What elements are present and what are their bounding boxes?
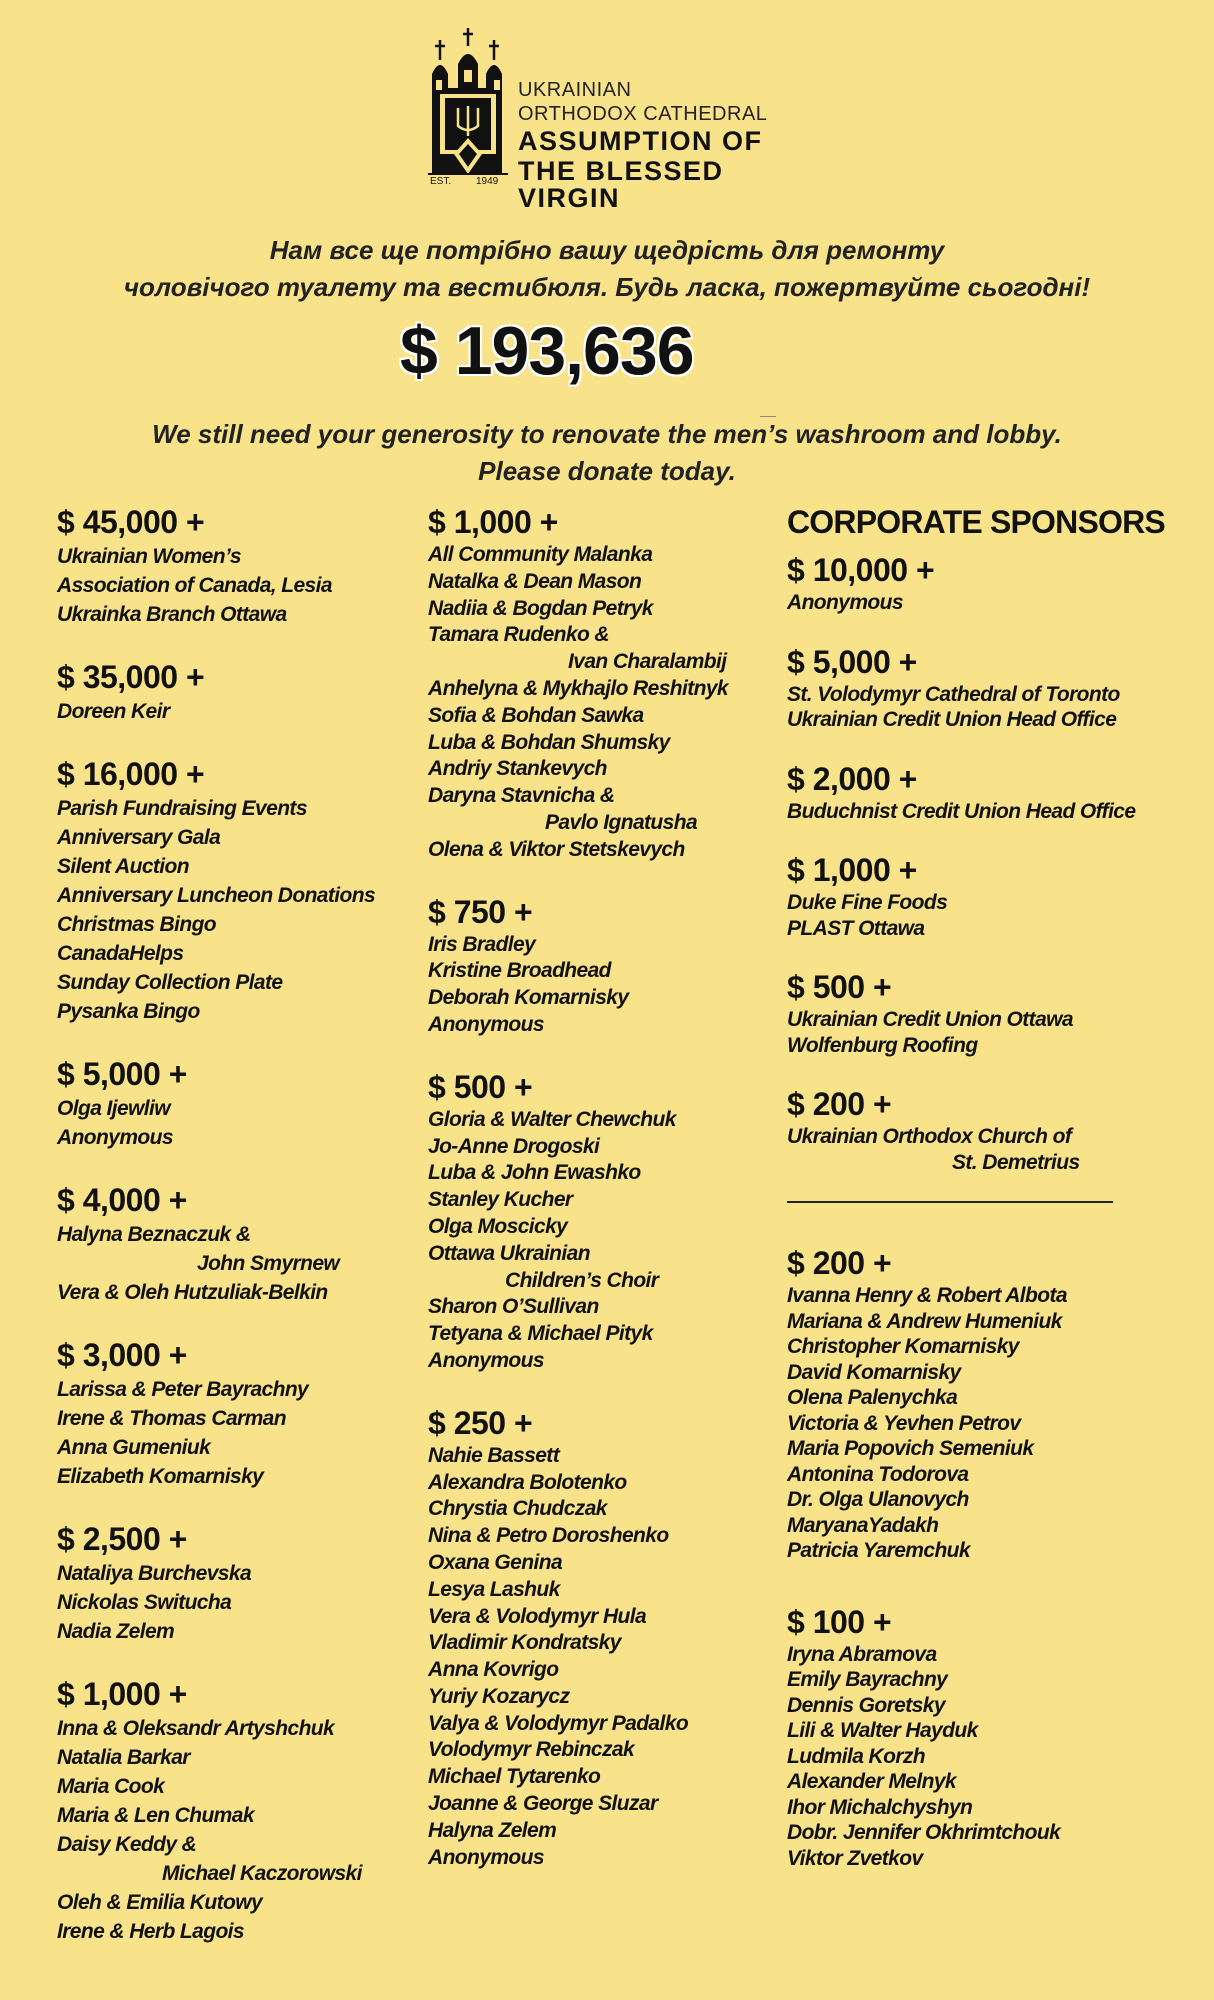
donor-column-1 (57, 502, 417, 1974)
total-raised: $ 193,636 (400, 313, 694, 389)
tier-amount: $ 100 + (787, 1603, 892, 1640)
donor-name: Anhelyna & Mykhajlo Reshitnyk (428, 676, 729, 700)
donor-name: Halyna Zelem (428, 1818, 557, 1842)
donor-name: Parish Fundraising Events (57, 797, 307, 820)
donor-name: Irene & Thomas Carman (57, 1407, 286, 1430)
donor-name: Daryna Stavnicha & (428, 784, 615, 808)
donor-name: Natalia Barkar (57, 1746, 190, 1769)
intro-en-line-2: Please donate today. (478, 456, 736, 486)
donor-name: Sofia & Bohdan Sawka (428, 703, 644, 727)
intro-ukrainian (0, 232, 1214, 306)
donor-name: John Smyrnew (197, 1252, 340, 1275)
donor-tier (787, 642, 1207, 733)
donor-name: Iryna Abramova (787, 1642, 937, 1666)
donor-name: Olga Moscicky (428, 1214, 568, 1238)
donor-name: Silent Auction (57, 855, 189, 878)
donor-name: St. Volodymyr Cathedral of Toronto (787, 682, 1120, 706)
donor-name: Doreen Keir (57, 700, 170, 723)
donor-name: Ludmila Korzh (787, 1744, 926, 1768)
donor-name: Deborah Komarnisky (428, 986, 629, 1010)
donor-name: Association of Canada, Lesia (57, 574, 332, 597)
tier-amount: $ 2,000 + (787, 760, 917, 797)
donor-name: Victoria & Yevhen Petrov (787, 1411, 1021, 1435)
donor-tier (787, 550, 1207, 616)
donor-name: Nina & Petro Doroshenko (428, 1524, 669, 1548)
donor-name: Maria Cook (57, 1775, 165, 1798)
logo-line-4: THE BLESSED VIRGIN (518, 156, 724, 213)
logo-est: EST. (430, 176, 452, 187)
corporate-sponsors-heading: CORPORATE SPONSORS (787, 504, 1165, 540)
donor-name: Dennis Goretsky (787, 1693, 945, 1717)
donor-name: Daisy Keddy & (57, 1833, 197, 1856)
donor-name: Maria & Len Chumak (57, 1804, 254, 1827)
logo-year: 1949 (476, 176, 499, 187)
donor-name: Ukrainian Credit Union Head Office (787, 708, 1117, 731)
intro-english (0, 416, 1214, 490)
tier-amount: $ 1,000 + (428, 504, 558, 540)
donor-name: Oleh & Emilia Kutowy (57, 1891, 263, 1914)
donor-name: Joanne & George Sluzar (428, 1792, 658, 1816)
donor-tier (428, 502, 788, 864)
donor-name: Iris Bradley (428, 932, 536, 956)
donor-column-3 (787, 502, 1207, 1909)
cathedral-logo (428, 26, 808, 213)
donor-tier (787, 850, 1207, 941)
donor-name: Buduchnist Credit Union Head Office (787, 799, 1136, 823)
donor-name: Nahie Bassett (428, 1443, 560, 1467)
donor-name: Yuriy Kozarycz (428, 1684, 570, 1708)
donor-tier (428, 1067, 788, 1375)
tier-amount: $ 500 + (787, 969, 892, 1005)
tier-amount: $ 5,000 + (787, 643, 917, 680)
donor-name: Andriy Stankevych (428, 757, 607, 781)
donor-name: Christmas Bingo (57, 913, 217, 936)
donor-tier (57, 1180, 417, 1307)
donor-name: Ukrainian Women’s (57, 545, 241, 568)
donor-name: Dr. Olga Ulanovych (787, 1488, 969, 1511)
donor-name: Vera & Volodymyr Hula (428, 1604, 647, 1628)
donor-tier (57, 754, 417, 1026)
donor-name: Anonymous (787, 591, 903, 614)
tier-amount: $ 200 + (787, 1086, 892, 1122)
cathedral-icon (428, 26, 508, 190)
donor-name: Ihor Michalchyshyn (787, 1795, 973, 1819)
donor-name: CanadaHelps (57, 942, 184, 965)
tier-amount: $ 250 + (428, 1404, 533, 1441)
donor-name: Stanley Kucher (428, 1188, 573, 1212)
donor-name: Halyna Beznaczuk & (57, 1223, 251, 1246)
donor-name: David Komarnisky (787, 1360, 961, 1384)
donor-name: Elizabeth Komarnisky (57, 1465, 264, 1488)
donor-name: Olga Ijewliw (57, 1097, 170, 1120)
donor-name: Anna Kovrigo (428, 1658, 559, 1682)
donor-name: Gloria & Walter Chewchuk (428, 1107, 676, 1131)
donor-name: Ivanna Henry & Robert Albota (787, 1284, 1067, 1307)
donor-name: Pavlo Ignatusha (545, 810, 698, 834)
donor-name: Christopher Komarnisky (787, 1335, 1019, 1358)
donor-name: Irene & Herb Lagois (57, 1920, 244, 1943)
donor-name: Ivan Charalambij (568, 650, 727, 674)
donor-name: Maria Popovich Semeniuk (787, 1437, 1034, 1460)
donor-name: Antonina Todorova (787, 1462, 969, 1486)
donor-name: Anonymous (57, 1126, 173, 1149)
tier-amount: $ 1,000 + (787, 852, 917, 888)
donor-name: Vladimir Kondratsky (428, 1631, 621, 1655)
donor-name: Mariana & Andrew Humeniuk (787, 1309, 1062, 1333)
donor-name: Wolfenburg Roofing (787, 1033, 978, 1057)
donor-name: Michael Tytarenko (428, 1765, 601, 1789)
tier-amount: $ 5,000 + (57, 1056, 187, 1092)
donor-name: Tetyana & Michael Pityk (428, 1322, 653, 1346)
donor-tier (57, 1519, 417, 1646)
donor-name: Anniversary Gala (57, 826, 221, 849)
tier-amount: $ 2,500 + (57, 1521, 187, 1557)
donor-name: Lili & Walter Hayduk (787, 1719, 978, 1742)
donor-tier (57, 1054, 417, 1152)
donor-name: Nadiia & Bogdan Petryk (428, 596, 653, 620)
donor-name: Ukrainian Orthodox Church of (787, 1125, 1072, 1148)
tier-amount: $ 35,000 + (57, 659, 205, 695)
donor-name: Anonymous (428, 1845, 544, 1869)
donor-name: Anonymous (428, 1012, 544, 1036)
donor-name: PLAST Ottawa (787, 916, 925, 940)
donor-name: Ukrainka Branch Ottawa (57, 603, 287, 626)
tier-amount: $ 10,000 + (787, 552, 935, 588)
donor-name: Pysanka Bingo (57, 1000, 200, 1023)
donor-name: Oxana Genina (428, 1550, 563, 1574)
donor-name: Sunday Collection Plate (57, 971, 283, 994)
donor-tier (787, 1602, 1207, 1872)
donor-name: Michael Kaczorowski (162, 1862, 362, 1885)
donor-name: Nadia Zelem (57, 1620, 175, 1643)
donor-tier (57, 1335, 417, 1491)
logo-line-2: ORTHODOX CATHEDRAL (518, 103, 768, 125)
tier-amount: $ 750 + (428, 893, 533, 930)
donor-name: Larissa & Peter Bayrachny (57, 1378, 309, 1401)
donor-name: Anniversary Luncheon Donations (57, 884, 376, 907)
tier-amount: $ 4,000 + (57, 1182, 187, 1218)
donor-name: Nataliya Burchevska (57, 1562, 252, 1585)
donor-name: Patricia Yaremchuk (787, 1539, 970, 1562)
donor-name: Ottawa Ukrainian (428, 1241, 590, 1265)
tier-amount: $ 200 + (787, 1245, 892, 1281)
donor-name: Emily Bayrachny (787, 1668, 948, 1691)
tier-amount: $ 45,000 + (57, 504, 205, 540)
donor-name: Anna Gumeniuk (57, 1436, 211, 1459)
donor-tier (57, 502, 417, 629)
donor-name: Jo-Anne Drogoski (428, 1134, 600, 1158)
donor-name: Vera & Oleh Hutzuliak-Belkin (57, 1281, 328, 1304)
logo-line-3: ASSUMPTION OF (518, 126, 763, 156)
donor-name: Ukrainian Credit Union Ottawa (787, 1008, 1073, 1031)
donor-name: St. Demetrius (952, 1150, 1080, 1174)
individual-tiers (787, 1243, 1207, 1871)
donor-column-2 (428, 502, 788, 1899)
tier-amount: $ 500 + (428, 1068, 533, 1105)
donor-name: Chrystia Chudczak (428, 1497, 607, 1521)
donor-name: Alexander Melnyk (787, 1770, 956, 1793)
donor-name: Lesya Lashuk (428, 1577, 560, 1601)
donor-name: Olena & Viktor Stetskevych (428, 837, 685, 861)
donor-name: Children’s Choir (505, 1268, 659, 1292)
tier-amount: $ 16,000 + (57, 756, 205, 792)
donor-name: Viktor Zvetkov (787, 1846, 923, 1870)
donor-name: Sharon O’Sullivan (428, 1295, 599, 1319)
donor-name: Volodymyr Rebinczak (428, 1738, 635, 1762)
donor-name: Valya & Volodymyr Padalko (428, 1711, 689, 1735)
donor-tier (57, 1674, 417, 1946)
donor-name: Dobr. Jennifer Okhrimtchouk (787, 1821, 1061, 1844)
section-divider (787, 1201, 1113, 1203)
intro-uk-line-1: Нам все ще потрібно вашу щедрість для ремонту (269, 235, 945, 265)
logo-wordmark (518, 80, 808, 212)
donor-tier (787, 967, 1207, 1058)
donor-tier (787, 1243, 1207, 1564)
donor-name: Inna & Oleksandr Artyshchuk (57, 1717, 335, 1740)
donor-tier (787, 1084, 1207, 1175)
donor-name: Olena Palenychka (787, 1386, 958, 1409)
donor-tier (428, 1403, 788, 1872)
corporate-tiers (787, 550, 1207, 1175)
donor-tier (428, 892, 788, 1039)
donor-name: Nickolas Switucha (57, 1591, 232, 1614)
donor-name: Duke Fine Foods (787, 891, 948, 914)
tier-amount: $ 1,000 + (57, 1676, 187, 1712)
donor-name: Tamara Rudenko & (428, 623, 609, 647)
donor-name: Natalka & Dean Mason (428, 569, 642, 593)
donor-name: MaryanaYadakh (787, 1513, 939, 1537)
donor-name: Alexandra Bolotenko (428, 1470, 627, 1494)
tier-amount: $ 3,000 + (57, 1337, 187, 1373)
donor-name: Luba & Bohdan Shumsky (428, 730, 670, 754)
logo-line-1: UKRAINIAN (518, 79, 632, 101)
intro-en-line-1: We still need your generosity to renovate the men’s washroom and lobby. (152, 419, 1062, 449)
donor-name: Anonymous (428, 1348, 544, 1372)
donor-name: Luba & John Ewashko (428, 1161, 641, 1185)
donor-name: All Community Malanka (428, 543, 653, 566)
donor-name: Kristine Broadhead (428, 959, 611, 983)
donor-tier (787, 759, 1207, 825)
intro-uk-line-2: чоловічого туалету та вестибюля. Будь ласка, пожертвуйте сьогодні! (123, 272, 1091, 302)
donor-tier (57, 657, 417, 726)
